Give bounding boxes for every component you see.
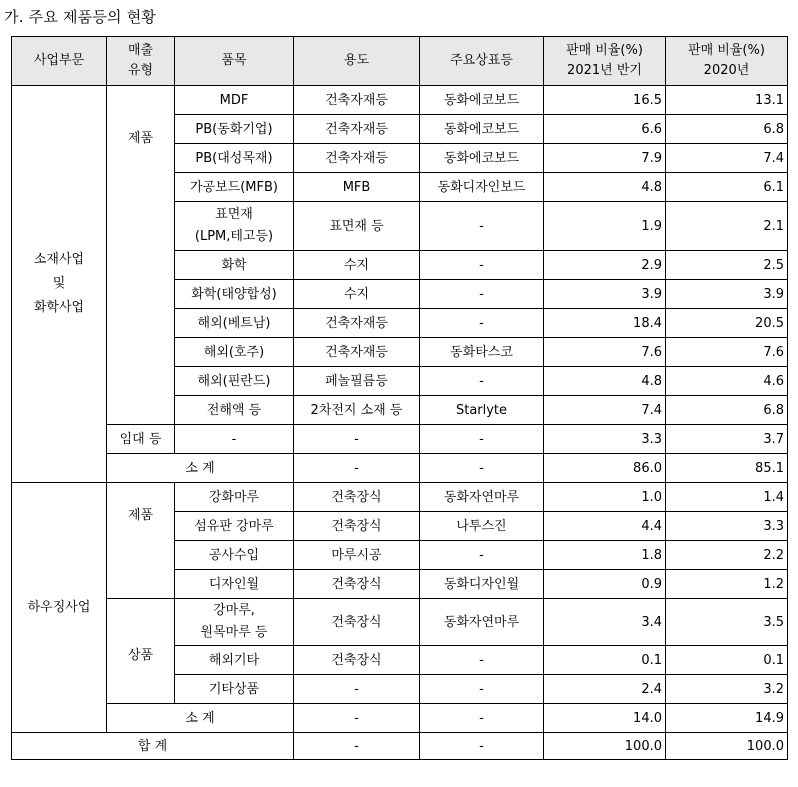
brand-cell: 동화자연마루 bbox=[420, 483, 544, 512]
brand-cell: 동화에코보드 bbox=[420, 144, 544, 173]
usage-cell: 건축자재등 bbox=[294, 338, 420, 367]
brand-cell: 동화에코보드 bbox=[420, 86, 544, 115]
ratio-2021-cell: 4.8 bbox=[544, 173, 666, 202]
brand-cell: - bbox=[420, 704, 544, 733]
product-cell: 전해액 등 bbox=[175, 396, 294, 425]
product-cell: 화학 bbox=[175, 251, 294, 280]
ratio-2020-cell: 3.3 bbox=[666, 512, 788, 541]
ratio-2021-cell: 3.9 bbox=[544, 280, 666, 309]
ratio-2021-cell: 14.0 bbox=[544, 704, 666, 733]
brand-cell: 동화에코보드 bbox=[420, 115, 544, 144]
brand-cell: 동화디자인월 bbox=[420, 570, 544, 599]
header-sales-type: 매출 유형 bbox=[107, 37, 175, 86]
product-cell: 해외(핀란드) bbox=[175, 367, 294, 396]
usage-cell: 건축장식 bbox=[294, 512, 420, 541]
ratio-2020-cell: 6.1 bbox=[666, 173, 788, 202]
product-cell: 표면재 (LPM,테고등) bbox=[175, 202, 294, 251]
product-cell: 디자인월 bbox=[175, 570, 294, 599]
usage-cell: 건축자재등 bbox=[294, 115, 420, 144]
usage-cell: 마루시공 bbox=[294, 541, 420, 570]
usage-cell: - bbox=[294, 704, 420, 733]
subtotal-row bbox=[12, 454, 788, 483]
total-label: 합 계 bbox=[12, 733, 294, 760]
sales-type-cell: 임대 등 bbox=[107, 425, 175, 454]
ratio-2020-cell: 7.6 bbox=[666, 338, 788, 367]
ratio-2021-cell: 1.9 bbox=[544, 202, 666, 251]
product-cell: 화학(태양합성) bbox=[175, 280, 294, 309]
product-cell: 섬유판 강마루 bbox=[175, 512, 294, 541]
ratio-2020-cell: 3.7 bbox=[666, 425, 788, 454]
ratio-2021-cell: 4.8 bbox=[544, 367, 666, 396]
brand-cell: - bbox=[420, 454, 544, 483]
usage-cell: 건축장식 bbox=[294, 646, 420, 675]
ratio-2021-cell: 16.5 bbox=[544, 86, 666, 115]
product-cell: - bbox=[175, 425, 294, 454]
ratio-2020-cell: 20.5 bbox=[666, 309, 788, 338]
brand-cell: Starlyte bbox=[420, 396, 544, 425]
ratio-2020-cell: 1.2 bbox=[666, 570, 788, 599]
usage-cell: 2차전지 소재 등 bbox=[294, 396, 420, 425]
ratio-2020-cell: 4.6 bbox=[666, 367, 788, 396]
brand-cell: - bbox=[420, 202, 544, 251]
brand-cell: - bbox=[420, 425, 544, 454]
table-row bbox=[12, 483, 788, 512]
header-ratio-2020: 판매 비율(%) 2020년 bbox=[666, 37, 788, 86]
sales-type-cell: 제품 bbox=[107, 86, 175, 425]
usage-cell: 건축자재등 bbox=[294, 309, 420, 338]
brand-cell: 나투스진 bbox=[420, 512, 544, 541]
ratio-2021-cell: 1.8 bbox=[544, 541, 666, 570]
product-cell: 강마루, 원목마루 등 bbox=[175, 599, 294, 646]
ratio-2020-cell: 6.8 bbox=[666, 115, 788, 144]
usage-cell: - bbox=[294, 733, 420, 760]
usage-cell: - bbox=[294, 454, 420, 483]
brand-cell: 동화자연마루 bbox=[420, 599, 544, 646]
table-row bbox=[12, 425, 788, 454]
brand-cell: - bbox=[420, 675, 544, 704]
ratio-2020-cell: 100.0 bbox=[666, 733, 788, 760]
ratio-2021-cell: 4.4 bbox=[544, 512, 666, 541]
product-cell: PB(대성목재) bbox=[175, 144, 294, 173]
usage-cell: - bbox=[294, 425, 420, 454]
segment-name: 하우징사업 bbox=[12, 483, 107, 733]
ratio-2021-cell: 0.9 bbox=[544, 570, 666, 599]
ratio-2021-cell: 7.9 bbox=[544, 144, 666, 173]
usage-cell: 건축장식 bbox=[294, 599, 420, 646]
usage-cell: 표면재 등 bbox=[294, 202, 420, 251]
brand-cell: - bbox=[420, 541, 544, 570]
usage-cell: 건축자재등 bbox=[294, 144, 420, 173]
section-title: 가. 주요 제품등의 현황 bbox=[4, 8, 157, 26]
brand-cell: - bbox=[420, 367, 544, 396]
header-usage: 용도 bbox=[294, 37, 420, 86]
product-cell: PB(동화기업) bbox=[175, 115, 294, 144]
subtotal-row bbox=[12, 704, 788, 733]
ratio-2020-cell: 14.9 bbox=[666, 704, 788, 733]
ratio-2020-cell: 1.4 bbox=[666, 483, 788, 512]
brand-cell: 동화디자인보드 bbox=[420, 173, 544, 202]
usage-cell: 수지 bbox=[294, 251, 420, 280]
usage-cell: - bbox=[294, 675, 420, 704]
ratio-2021-cell: 1.0 bbox=[544, 483, 666, 512]
ratio-2020-cell: 13.1 bbox=[666, 86, 788, 115]
table-row bbox=[12, 86, 788, 115]
sales-type-cell: 상품 bbox=[107, 599, 175, 704]
ratio-2021-cell: 2.4 bbox=[544, 675, 666, 704]
product-cell: 기타상품 bbox=[175, 675, 294, 704]
usage-cell: MFB bbox=[294, 173, 420, 202]
ratio-2020-cell: 3.2 bbox=[666, 675, 788, 704]
header-segment: 사업부문 bbox=[12, 37, 107, 86]
ratio-2020-cell: 3.9 bbox=[666, 280, 788, 309]
product-cell: 공사수입 bbox=[175, 541, 294, 570]
ratio-2021-cell: 3.3 bbox=[544, 425, 666, 454]
product-cell: 강화마루 bbox=[175, 483, 294, 512]
ratio-2020-cell: 85.1 bbox=[666, 454, 788, 483]
ratio-2021-cell: 7.6 bbox=[544, 338, 666, 367]
ratio-2020-cell: 0.1 bbox=[666, 646, 788, 675]
subtotal-label: 소 계 bbox=[107, 704, 294, 733]
sales-type-cell: 제품 bbox=[107, 483, 175, 599]
product-cell: 가공보드(MFB) bbox=[175, 173, 294, 202]
ratio-2020-cell: 2.5 bbox=[666, 251, 788, 280]
table-row bbox=[12, 599, 788, 646]
ratio-2021-cell: 3.4 bbox=[544, 599, 666, 646]
product-status-table bbox=[11, 36, 788, 760]
ratio-2021-cell: 7.4 bbox=[544, 396, 666, 425]
ratio-2020-cell: 2.1 bbox=[666, 202, 788, 251]
product-cell: 해외(호주) bbox=[175, 338, 294, 367]
subtotal-label: 소 계 bbox=[107, 454, 294, 483]
brand-cell: 동화타스코 bbox=[420, 338, 544, 367]
header-row bbox=[12, 37, 788, 86]
usage-cell: 수지 bbox=[294, 280, 420, 309]
brand-cell: - bbox=[420, 251, 544, 280]
usage-cell: 건축장식 bbox=[294, 483, 420, 512]
header-product: 품목 bbox=[175, 37, 294, 86]
product-cell: 해외기타 bbox=[175, 646, 294, 675]
ratio-2020-cell: 3.5 bbox=[666, 599, 788, 646]
brand-cell: - bbox=[420, 309, 544, 338]
ratio-2020-cell: 7.4 bbox=[666, 144, 788, 173]
ratio-2021-cell: 0.1 bbox=[544, 646, 666, 675]
product-cell: 해외(베트남) bbox=[175, 309, 294, 338]
product-cell: MDF bbox=[175, 86, 294, 115]
header-brand: 주요상표등 bbox=[420, 37, 544, 86]
ratio-2021-cell: 6.6 bbox=[544, 115, 666, 144]
header-ratio-2021: 판매 비율(%) 2021년 반기 bbox=[544, 37, 666, 86]
brand-cell: - bbox=[420, 646, 544, 675]
ratio-2021-cell: 86.0 bbox=[544, 454, 666, 483]
brand-cell: - bbox=[420, 733, 544, 760]
usage-cell: 건축장식 bbox=[294, 570, 420, 599]
ratio-2021-cell: 18.4 bbox=[544, 309, 666, 338]
usage-cell: 페놀필름등 bbox=[294, 367, 420, 396]
usage-cell: 건축자재등 bbox=[294, 86, 420, 115]
total-row bbox=[12, 733, 788, 760]
ratio-2020-cell: 2.2 bbox=[666, 541, 788, 570]
ratio-2021-cell: 100.0 bbox=[544, 733, 666, 760]
brand-cell: - bbox=[420, 280, 544, 309]
segment-name: 소재사업 및 화학사업 bbox=[12, 86, 107, 483]
ratio-2021-cell: 2.9 bbox=[544, 251, 666, 280]
ratio-2020-cell: 6.8 bbox=[666, 396, 788, 425]
